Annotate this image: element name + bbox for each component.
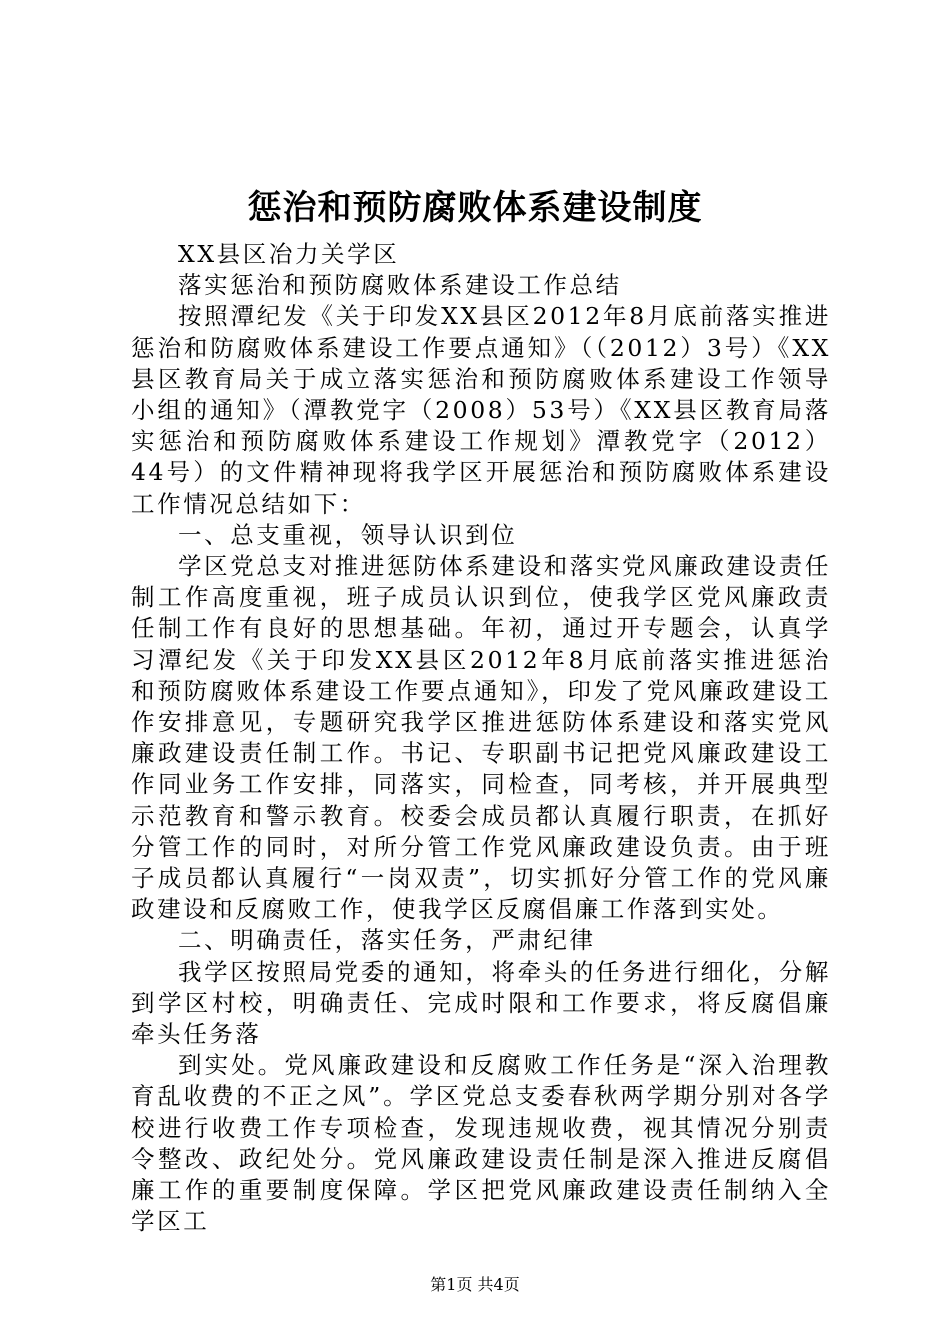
paragraph-school-district: XX县区冶力关学区 [178, 240, 400, 268]
document-title: 惩治和预防腐败体系建设制度 [247, 188, 703, 228]
paragraph-intro: 按照潭纪发《关于印发XX县区2012年8月底前落实推进惩治和防腐败体系建设工作要点通知》（（2012）3号）《XX县区教育局关于成立落实惩治和预防腐败体系建设工作领导小组的通知》（潭教党字（2008）53号）《XX县区教育局落实惩治和预防腐败体系建设工作规划》潭教党字（2012）44号）的文件精神现将我学区开展惩治和预防腐败体系建设工作情况总结如下： [131, 302, 831, 518]
paragraph-section-2a: 我学区按照局党委的通知，将牵头的任务进行细化，分解到学区村校，明确责任、完成时限和工作要求，将反腐倡廉牵头任务落 [131, 957, 831, 1049]
paragraph-section-1: 学区党总支对推进惩防体系建设和落实党风廉政建设责任制工作高度重视，班子成员认识到位，使我学区党风廉政责任制工作有良好的思想基础。年初，通过开专题会，认真学习潭纪发《关于印发XX县区2012年8月底前落实推进惩治和预防腐败体系建设工作要点通知》，印发了党风廉政建设工作安排意见，专题研究我学区推进惩防体系建设和落实党风廉政建设责任制工作。书记、专职副书记把党风廉政建设工作同业务工作安排，同落实，同检查，同考核，并开展典型示范教育和警示教育。校委会成员都认真履行职责，在抓好分管工作的同时，对所分管工作党风廉政建设负责。由于班子成员都认真履行“一岗双责”，切实抓好分管工作的党风廉政建设和反腐败工作，使我学区反腐倡廉工作落到实处。 [131, 552, 831, 924]
document-body [131, 239, 831, 1238]
section-heading-2: 二、明确责任，落实任务，严肃纪律 [178, 926, 596, 955]
section-heading-1: 一、总支重视，领导认识到位 [178, 520, 518, 549]
page-footer: 第1页 共4页 [430, 1275, 520, 1294]
paragraph-section-2b: 到实处。党风廉政建设和反腐败工作任务是“深入治理教育乱收费的不正之风”。学区党总支委春秋两学期分别对各学校进行收费工作专项检查，发现违规收费，视其情况分别责令整改、政纪处分。党风廉政建设责任制是深入推进反腐倡廉工作的重要制度保障。学区把党风廉政建设责任制纳入全学区工 [131, 1051, 831, 1236]
paragraph-subtitle: 落实惩治和预防腐败体系建设工作总结 [178, 271, 622, 300]
